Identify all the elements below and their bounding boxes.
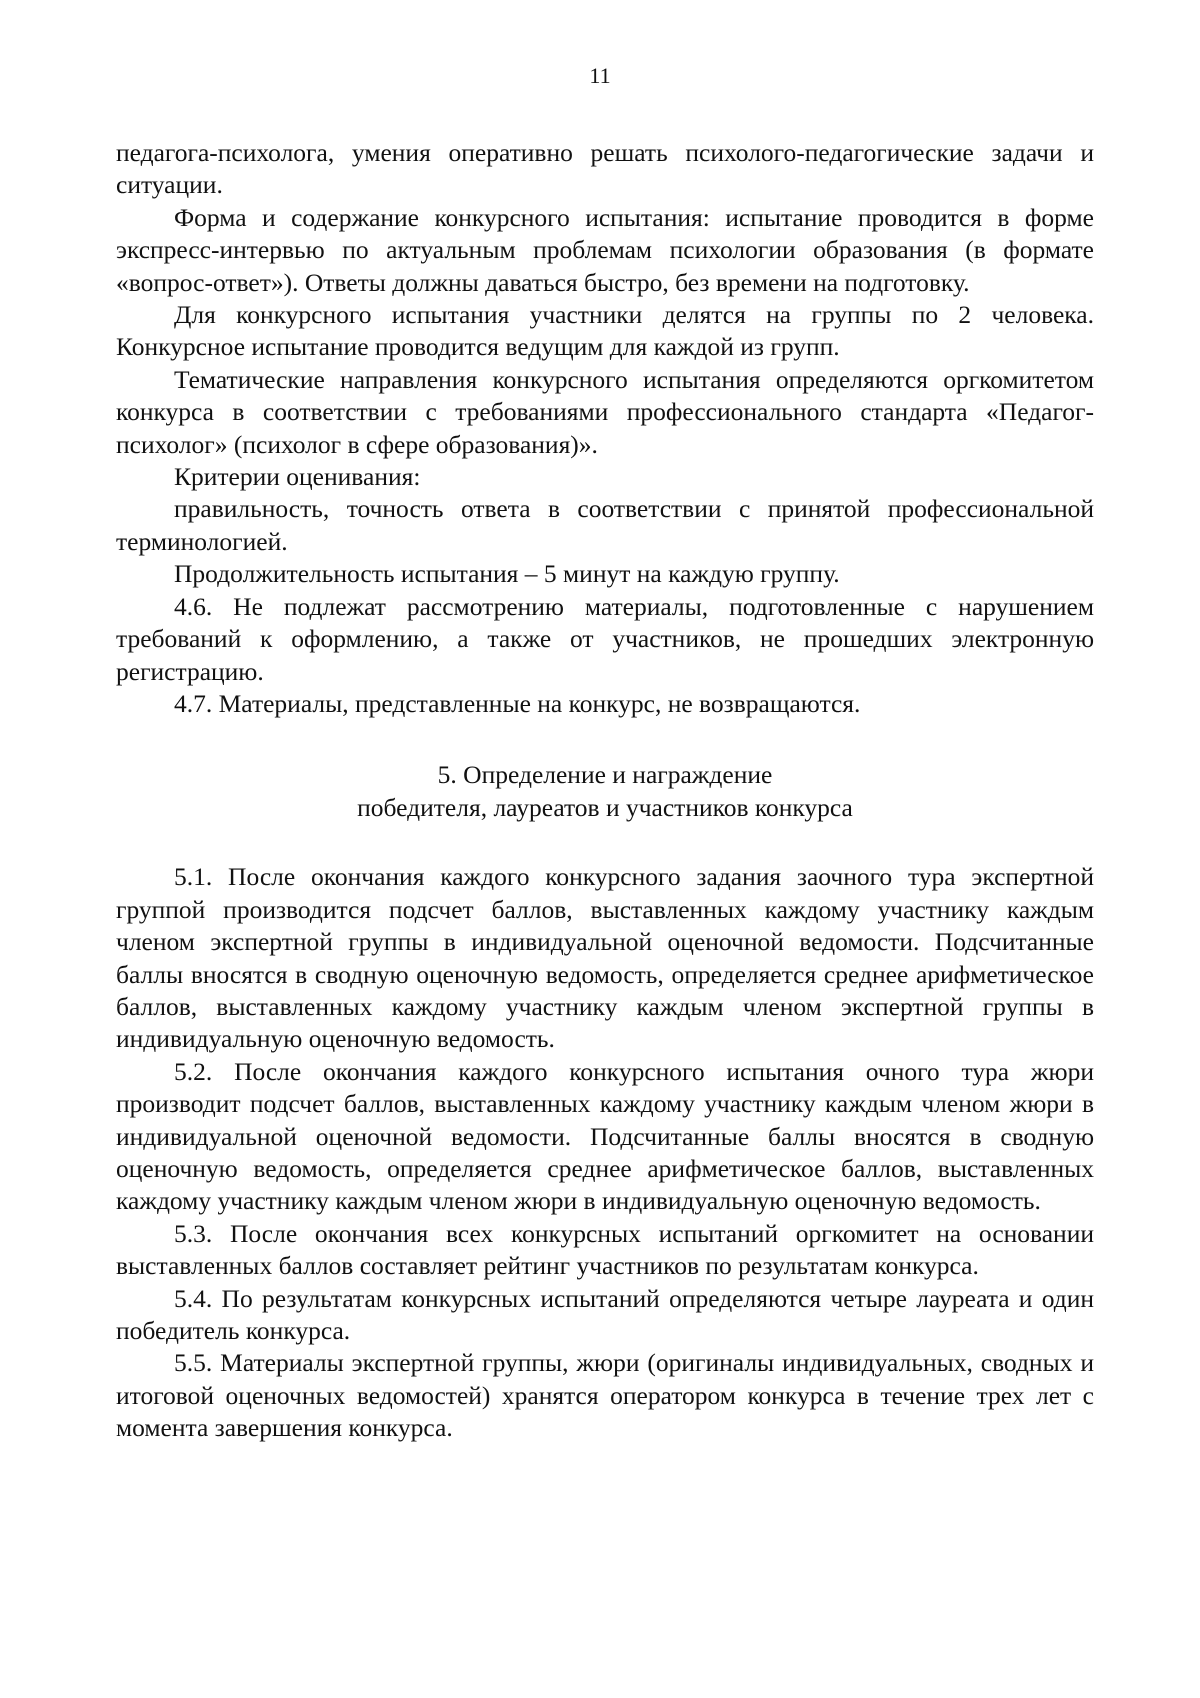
paragraph: 5.1. После окончания каждого конкурсного задания заочного тура экспертной группой производится подсчет баллов, выставленных каждому участнику каждым членом экспертной группы в индивидуальной оценочной ведомости. Подсчитанные баллы вносятся в сводную оценочную ведомость, определяется среднее арифметическое баллов, выставленных каждому участнику каждым членом экспертной группы в индивидуальную оценочную ведомость. — [116, 862, 1094, 1054]
paragraph: 5.2. После окончания каждого конкурсного испытания очного тура жюри производит подсчет баллов, выставленных каждому участнику каждым членом жюри в индивидуальной оценочной ведомости. Подсчитанные баллы вносятся в сводную оценочную ведомость, определяется среднее арифметическое баллов, выставленных каждому участнику каждым членом жюри в индивидуальную оценочную ведомость. — [116, 1056, 1094, 1216]
section-heading — [116, 758, 1094, 824]
document-body — [116, 137, 1094, 1445]
paragraph: Критерии оценивания: — [174, 462, 421, 492]
paragraph: Форма и содержание конкурсного испытания: испытание проводится в форме экспресс-интервью по актуальным проблемам психологии образования (в формате «вопрос-ответ»). Ответы должны даваться быстро, без времени на подготовку. — [116, 202, 1094, 297]
paragraph: правильность, точность ответа в соответствии с принятой профессиональной терминологией. — [116, 494, 1094, 556]
section-heading-line: победителя, лауреатов и участников конкурса — [357, 793, 853, 823]
page-number: 11 — [589, 63, 611, 88]
paragraph: 4.6. Не подлежат рассмотрению материалы, подготовленные с нарушением требований к оформлению, а также от участников, не прошедших электронную регистрацию. — [116, 591, 1094, 686]
paragraph: 5.4. По результатам конкурсных испытаний определяются четыре лауреата и один победитель конкурса. — [116, 1283, 1094, 1345]
paragraph: 4.7. Материалы, представленные на конкурс, не возвращаются. — [174, 688, 861, 718]
paragraph: 5.5. Материалы экспертной группы, жюри (оригиналы индивидуальных, сводных и итоговой оценочных ведомостей) хранятся оператором конкурса в течение трех лет с момента завершения конкурса. — [116, 1348, 1094, 1443]
paragraph: Продолжительность испытания – 5 минут на каждую группу. — [174, 559, 840, 589]
paragraph: педагога-психолога, умения оперативно решать психолого-педагогические задачи и ситуации. — [116, 138, 1094, 200]
paragraph: Для конкурсного испытания участники делятся на группы по 2 человека. Конкурсное испытание проводится ведущим для каждой из групп. — [116, 300, 1094, 362]
section-heading-line: 5. Определение и награждение — [437, 760, 773, 790]
paragraph: Тематические направления конкурсного испытания определяются оргкомитетом конкурса в соответствии с требованиями профессионального стандарта «Педагог-психолог» (психолог в сфере образования)». — [116, 364, 1094, 459]
paragraph: 5.3. После окончания всех конкурсных испытаний оргкомитет на основании выставленных баллов составляет рейтинг участников по результатам конкурса. — [116, 1218, 1094, 1281]
